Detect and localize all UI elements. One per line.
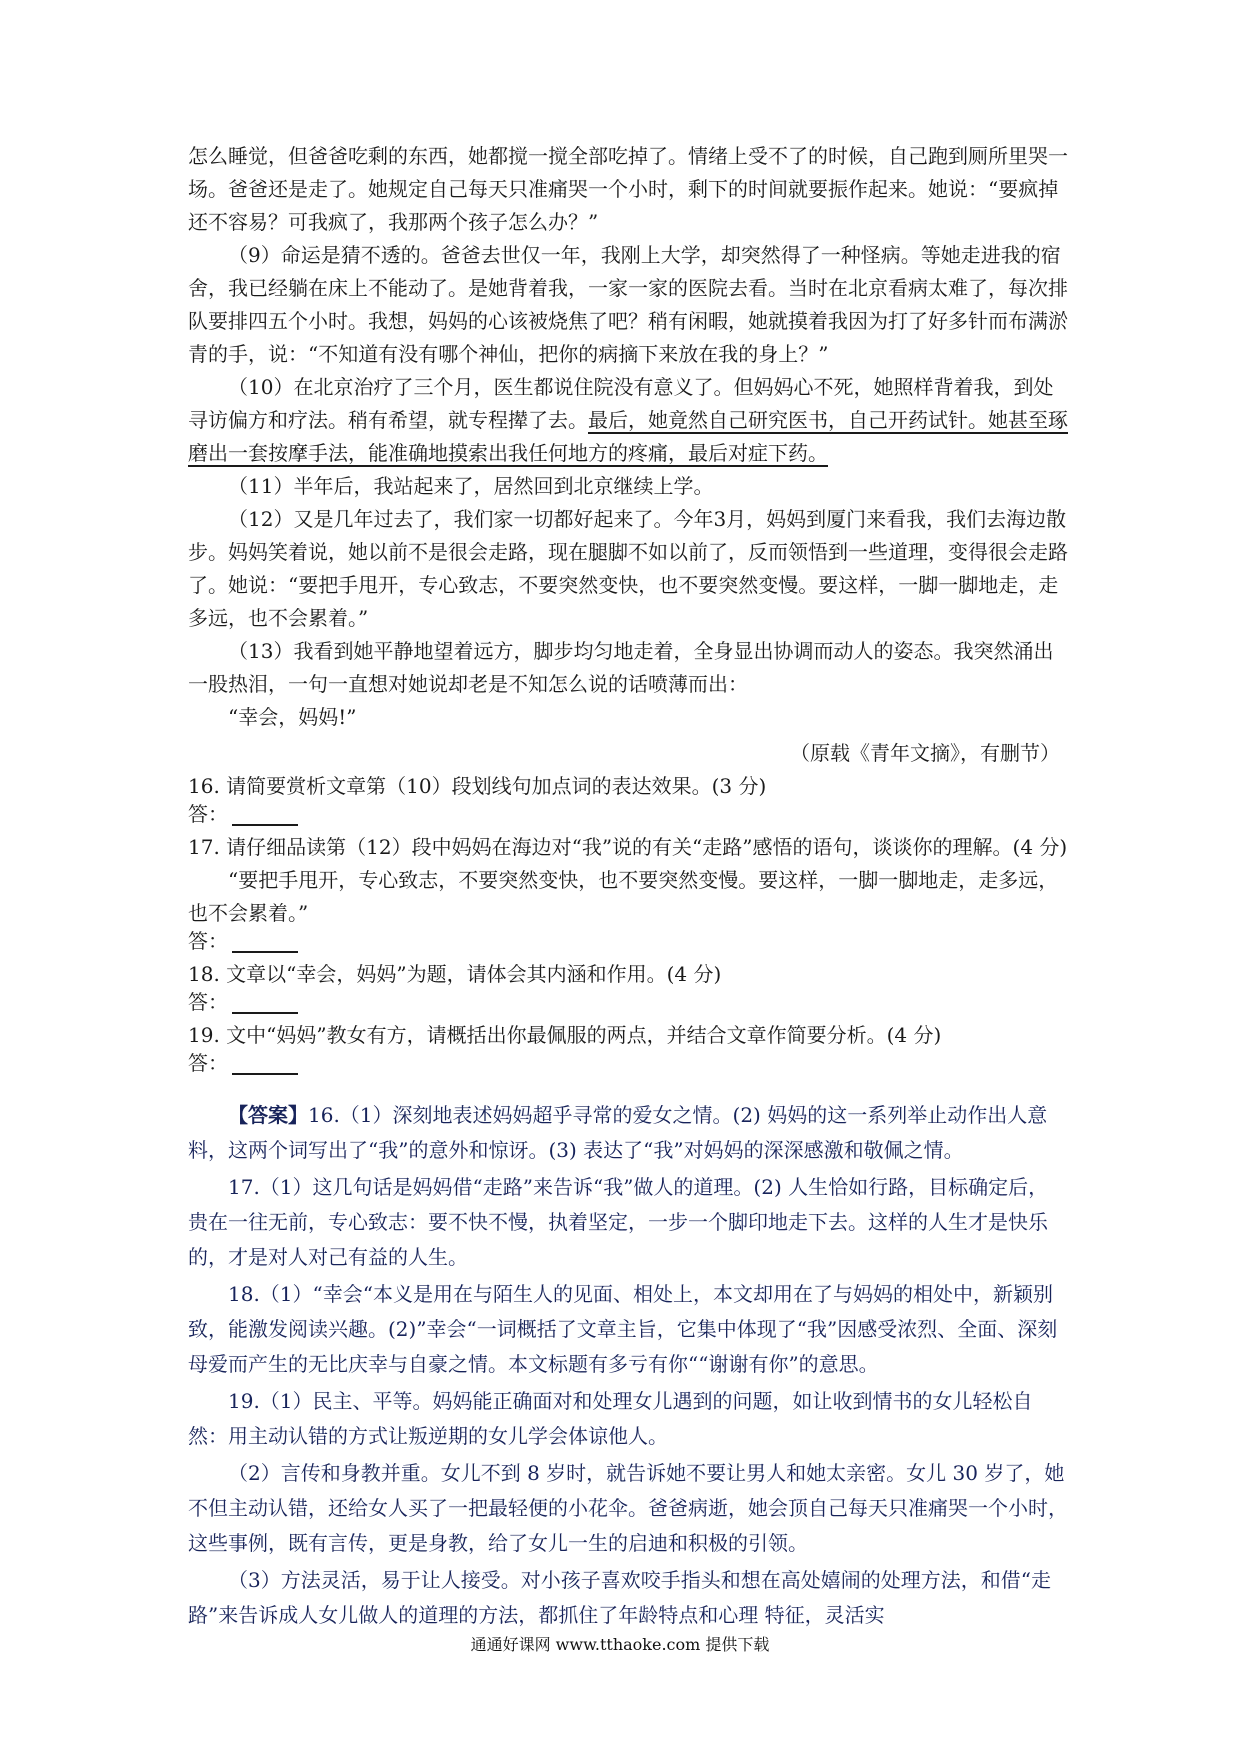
paragraph-10-text: （10）在北京治疗了三个月，医生都说住院没有意义了。但妈妈心不死，她照样背着我，到处寻访偏方和疗法。稍有希望，就专程撵了去。 <box>188 375 1054 432</box>
question-19: 19. 文中“妈妈”教女有方，请概括出你最佩服的两点，并结合文章作简要分析。(4 分) <box>188 1023 942 1047</box>
page-footer: 通通好课网 www.tthaoke.com 提供下载 <box>470 1635 770 1654</box>
answer-blank <box>232 824 298 826</box>
answer-label: 答： <box>188 1051 228 1075</box>
passage-closing-quote: “幸会，妈妈!” <box>228 705 357 729</box>
answer-19-part-3: （3）方法灵活，易于让人接受。对小孩子喜欢咬手指头和想在高处嬉闹的处理方法，和借“走路”来告诉成人女儿做人的道理的方法，都抓住了年龄特点和心理 特征，灵活实 <box>188 1568 1051 1627</box>
passage-paragraph-11: （11）半年后，我站起来了，居然回到北京继续上学。 <box>228 474 714 498</box>
answer-line-16 <box>188 803 1068 831</box>
answer-label: 答： <box>188 990 228 1014</box>
document-page <box>188 140 1068 1635</box>
passage-paragraph-12: （12）又是几年过去了，我们家一切都好起来了。今年3月，妈妈到厦门来看我，我们去海边散步。妈妈笑着说，她以前不是很会走路，现在腿脚不如以前了，反而领悟到一些道理，变得很会走路了。她说：“要把手甩开，专心致志，不要突然变快，也不要突然变慢。要这样，一脚一脚地走，走多远，也不会累着。” <box>188 507 1068 630</box>
answer-key <box>188 1098 1068 1633</box>
answer-line-17 <box>188 930 1068 958</box>
underlined-sentence: 最后，她竟然自己研究医书，自己开药试针。她甚至琢磨出一套按摩手法，能准确地摸索出我任何地方的疼痛，最后对症下药。 <box>188 408 1068 465</box>
question-17: 17. 请仔细品读第（12）段中妈妈在海边对“我”说的有关“走路”感悟的语句，谈谈你的理解。(4 分) <box>188 835 1068 859</box>
passage-paragraph-continued: 怎么睡觉，但爸爸吃剩的东西，她都搅一搅全部吃掉了。情绪上受不了的时候，自己跑到厕所里哭一场。爸爸还是走了。她规定自己每天只准痛哭一个小时，剩下的时间就要振作起来。她说：“要疯掉还不容易？可我疯了，我那两个孩子怎么办？” <box>188 144 1068 234</box>
answer-16-text: 16.（1）深刻地表述妈妈超乎寻常的爱女之情。(2) 妈妈的这一系列举止动作出人意料，这两个词写出了“我”的意外和惊讶。(3) 表达了“我”对妈妈的深深感激和敬佩之情。 <box>188 1103 1048 1162</box>
passage-paragraph-10 <box>188 371 1068 470</box>
answer-tag: 【答案】 <box>228 1103 308 1127</box>
answer-line-18 <box>188 991 1068 1019</box>
answer-16 <box>188 1098 1068 1168</box>
answer-blank <box>232 1073 298 1075</box>
passage-paragraph-13: （13）我看到她平静地望着远方，脚步均匀地走着，全身显出协调而动人的姿态。我突然涌出一股热泪，一句一直想对她说却老是不知怎么说的话喷薄而出： <box>188 639 1054 696</box>
question-18: 18. 文章以“幸会，妈妈”为题，请体会其内涵和作用。(4 分) <box>188 962 722 986</box>
answer-17: 17.（1）这几句话是妈妈借“走路”来告诉“我”做人的道理。(2) 人生恰如行路，目标确定后，贵在一往无前，专心致志：要不快不慢，执着坚定，一步一个脚印地走下去。这样的人生才是快乐的，才是对人对己有益的人生。 <box>188 1175 1049 1269</box>
answer-blank <box>232 951 298 953</box>
answer-19-part-2: （2）言传和身教并重。女儿不到 8 岁时，就告诉她不要让男人和她太亲密。女儿 30 岁了，她不但主动认错，还给女人买了一把最轻便的小花伞。爸爸病逝，她会顶自己每天只准痛哭一个小时，这些事例，既有言传，更是身教，给了女儿一生的启迪和积极的引领。 <box>188 1461 1068 1555</box>
answer-label: 答： <box>188 929 228 953</box>
answer-line-19 <box>188 1052 1068 1080</box>
answer-blank <box>232 1012 298 1014</box>
answer-label: 答： <box>188 802 228 826</box>
answer-18: 18.（1）“幸会“本义是用在与陌生人的见面、相处上，本文却用在了与妈妈的相处中，新颖别致，能激发阅读兴趣。(2)”幸会“一词概括了文章主旨，它集中体现了“我”因感受浓烈、全面、深刻母爱而产生的无比庆幸与自豪之情。本文标题有多亏有你““谢谢有你”的意思。 <box>188 1282 1058 1376</box>
passage-paragraph-9: （9）命运是猜不透的。爸爸去世仅一年，我刚上大学，却突然得了一种怪病。等她走进我的宿舍，我已经躺在床上不能动了。是她背着我，一家一家的医院去看。当时在北京看病太难了，每次排队要排四五个小时。我想，妈妈的心该被烧焦了吧？稍有闲暇，她就摸着我因为打了好多针而布满淤青的手，说：“不知道有没有哪个神仙，把你的病摘下来放在我的身上？” <box>188 243 1068 366</box>
question-17-quote: “要把手甩开，专心致志，不要突然变快，也不要突然变慢。要这样，一脚一脚地走，走多远，也不会累着。” <box>188 868 1059 925</box>
question-16: 16. 请简要赏析文章第（10）段划线句加点词的表达效果。(3 分) <box>188 774 767 798</box>
answer-19-part-1: 19.（1）民主、平等。妈妈能正确面对和处理女儿遇到的问题，如让收到情书的女儿轻松自然：用主动认错的方式让叛逆期的女儿学会体谅他人。 <box>188 1389 1033 1448</box>
source-citation: （原载《青年文摘》，有删节） <box>790 741 1060 765</box>
